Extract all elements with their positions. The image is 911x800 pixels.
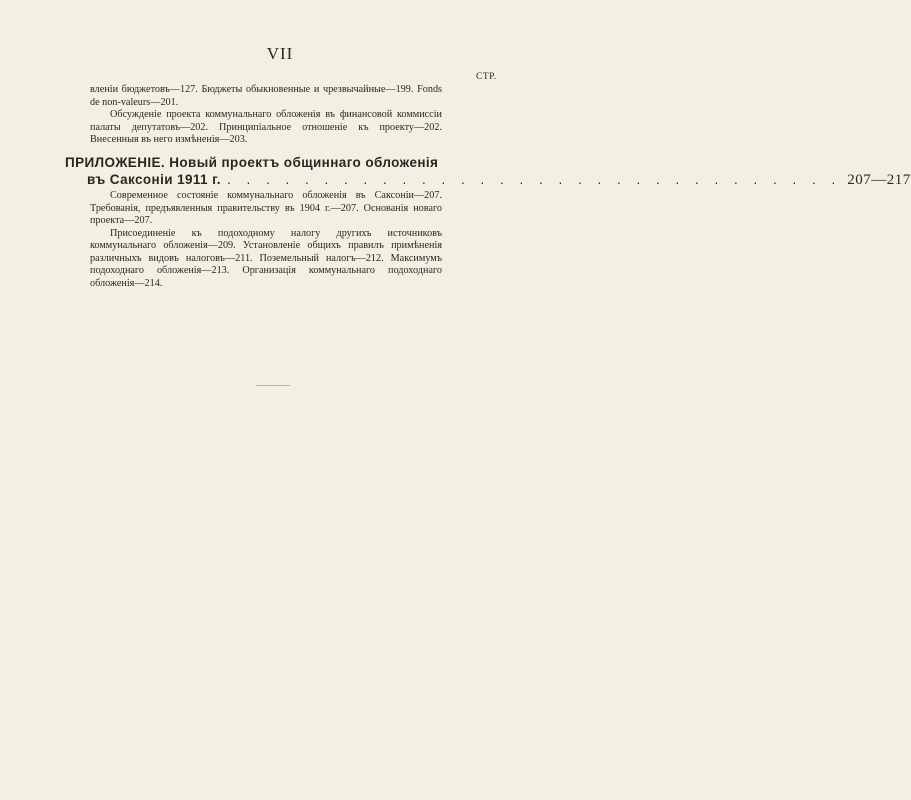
appendix-heading [65, 154, 911, 189]
appendix-title-line2-row [65, 171, 911, 189]
leader-dots: . . . . . . . . . . . . . . . . . . . . . . . . . . . . . . . . [226, 172, 842, 187]
paragraph-commission-discussion: Обсужденiе проекта коммунальнаго обложенiя въ финансовой коммиссiи палаты депутатовъ—202. Принципiальное отношенiе къ проекту—202. Внесенныя въ него измѣненiя—203. [90, 109, 442, 145]
page-number-header: VII [266, 44, 294, 63]
appendix-text [90, 190, 442, 290]
divider [256, 385, 290, 386]
section-top-text [90, 84, 442, 147]
appendix-title-line2: въ Саксонiи 1911 г. [87, 172, 221, 187]
paragraph-continuation: вленiи бюджетовъ—127. Бюджеты обыкновенные и чрезвычайные—199. Fonds de non-valeurs—201. [90, 84, 442, 108]
appendix-page-range: 207—217 [847, 172, 911, 188]
page-column-label: СТР. [476, 72, 497, 82]
paragraph-income-tax: Присоединенiе къ подоходному налогу другихъ источниковъ коммунальнаго обложенiя—209. Установленiе общихъ правилъ примѣненiя различныхъ видовъ налоговъ—211. Поземельный налогъ—212. Максимумъ подоходнаго обложенiя—213. Организацiя коммунальнаго подоходнаго обложенiя—214. [90, 227, 442, 289]
paragraph-current-state: Современное состоянiе коммунальнаго обложенiя въ Саксонiи—207. Требованiя, предъявленныя правительству въ 1904 г.—207. Основанiя новаго проекта—207. [90, 190, 442, 226]
appendix-title-line1: ПРИЛОЖЕНIЕ. Новый проектъ общиннаго обложенiя [65, 155, 439, 170]
